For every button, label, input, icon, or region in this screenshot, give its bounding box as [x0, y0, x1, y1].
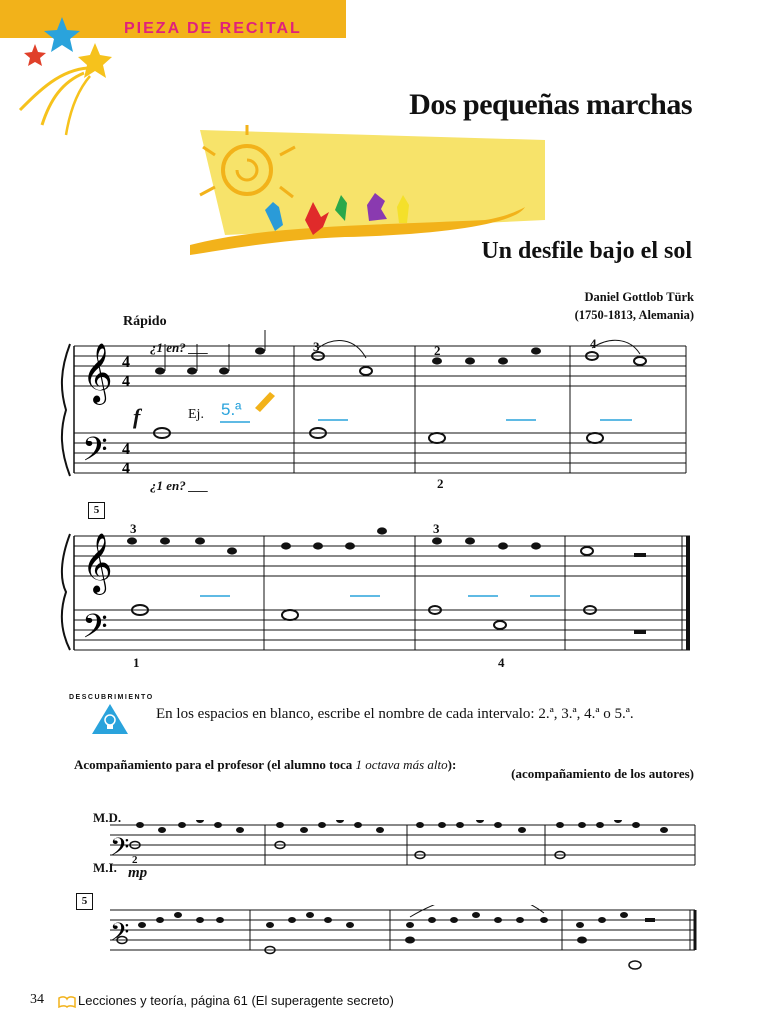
fingering-4b: 4: [498, 655, 505, 670]
question-bottom: ¿1 en? ___: [150, 478, 209, 493]
example-label: Ej.: [188, 407, 204, 422]
question-top: ¿1 en? ___: [150, 340, 209, 355]
piece-subtitle: Un desfile bajo el sol: [481, 238, 692, 264]
mi-label: M.I.: [93, 860, 117, 875]
tempo-marking: Rápido: [123, 314, 167, 329]
md-label: M.D.: [93, 810, 122, 825]
svg-text:4: 4: [122, 441, 130, 458]
page-number: 34: [30, 992, 44, 1007]
notes-row2: [127, 527, 646, 634]
brace: [62, 534, 70, 650]
acc-measure-number: 5: [76, 893, 93, 910]
bass-clef-icon: 𝄢: [82, 608, 108, 653]
accompaniment-authors: (acompañamiento de los autores): [511, 766, 694, 781]
fingering-1: 1: [133, 655, 140, 670]
brace: [62, 344, 70, 476]
bass-clef-icon: 𝄢: [110, 919, 130, 952]
svg-text:4: 4: [122, 460, 130, 477]
acc-dynamic: mp: [128, 865, 148, 881]
banner-title: PIEZA DE RECITAL: [124, 20, 302, 37]
example-answer: 5.ª: [221, 400, 242, 419]
stars-decoration: [0, 10, 130, 140]
fingering-3c: 3: [433, 521, 440, 536]
accompaniment-staff-2: [70, 905, 700, 975]
composer: [575, 288, 694, 324]
accompaniment-title-pre: Acompañamiento para el profesor (el alumno toca: [74, 757, 356, 772]
discovery-instruction: En los espacios en blanco, escribe el nombre de cada intervalo: 2.ª, 3.ª, 4.ª o 5.ª.: [156, 706, 634, 722]
fingering-3: 3: [313, 339, 320, 354]
footer-reference: Lecciones y teoría, página 61 (El superagente secreto): [78, 993, 394, 1008]
fingering-2-bass: 2: [437, 476, 444, 491]
fingering-2: 2: [434, 343, 441, 358]
treble-clef-icon: 𝄞: [82, 345, 113, 402]
discovery-label: DESCUBRIMIENTO: [69, 694, 154, 701]
lightbulb-icon: [90, 702, 130, 736]
fingering-3b: 3: [130, 521, 137, 536]
red-star-icon: [24, 44, 46, 66]
dynamic-forte: f: [133, 404, 141, 429]
book-icon: [58, 996, 76, 1008]
composer-name: Daniel Gottlob Türk: [584, 290, 694, 304]
accompaniment-title: [74, 757, 456, 773]
fingering-4: 4: [590, 336, 597, 351]
time-signature: 4: [122, 354, 130, 371]
blue-star-icon: [44, 17, 80, 52]
bass-clef-icon: 𝄢: [82, 431, 108, 476]
bass-clef-icon: 𝄢: [110, 834, 130, 867]
treble-clef-icon: 𝄞: [82, 535, 113, 592]
svg-text:4: 4: [122, 373, 130, 390]
measure-number: 5: [88, 502, 105, 519]
composer-dates: (1750-1813, Alemania): [574, 308, 694, 322]
accompaniment-staff-1: [70, 820, 700, 880]
pencil-icon: [255, 392, 275, 412]
accompaniment-title-italic: 1 octava más alto: [355, 757, 448, 772]
acc-finger: 2: [132, 854, 138, 866]
grand-staff-2: [60, 520, 700, 660]
piece-title: Dos pequeñas marchas: [409, 88, 692, 121]
accompaniment-title-post: ):: [447, 757, 457, 772]
